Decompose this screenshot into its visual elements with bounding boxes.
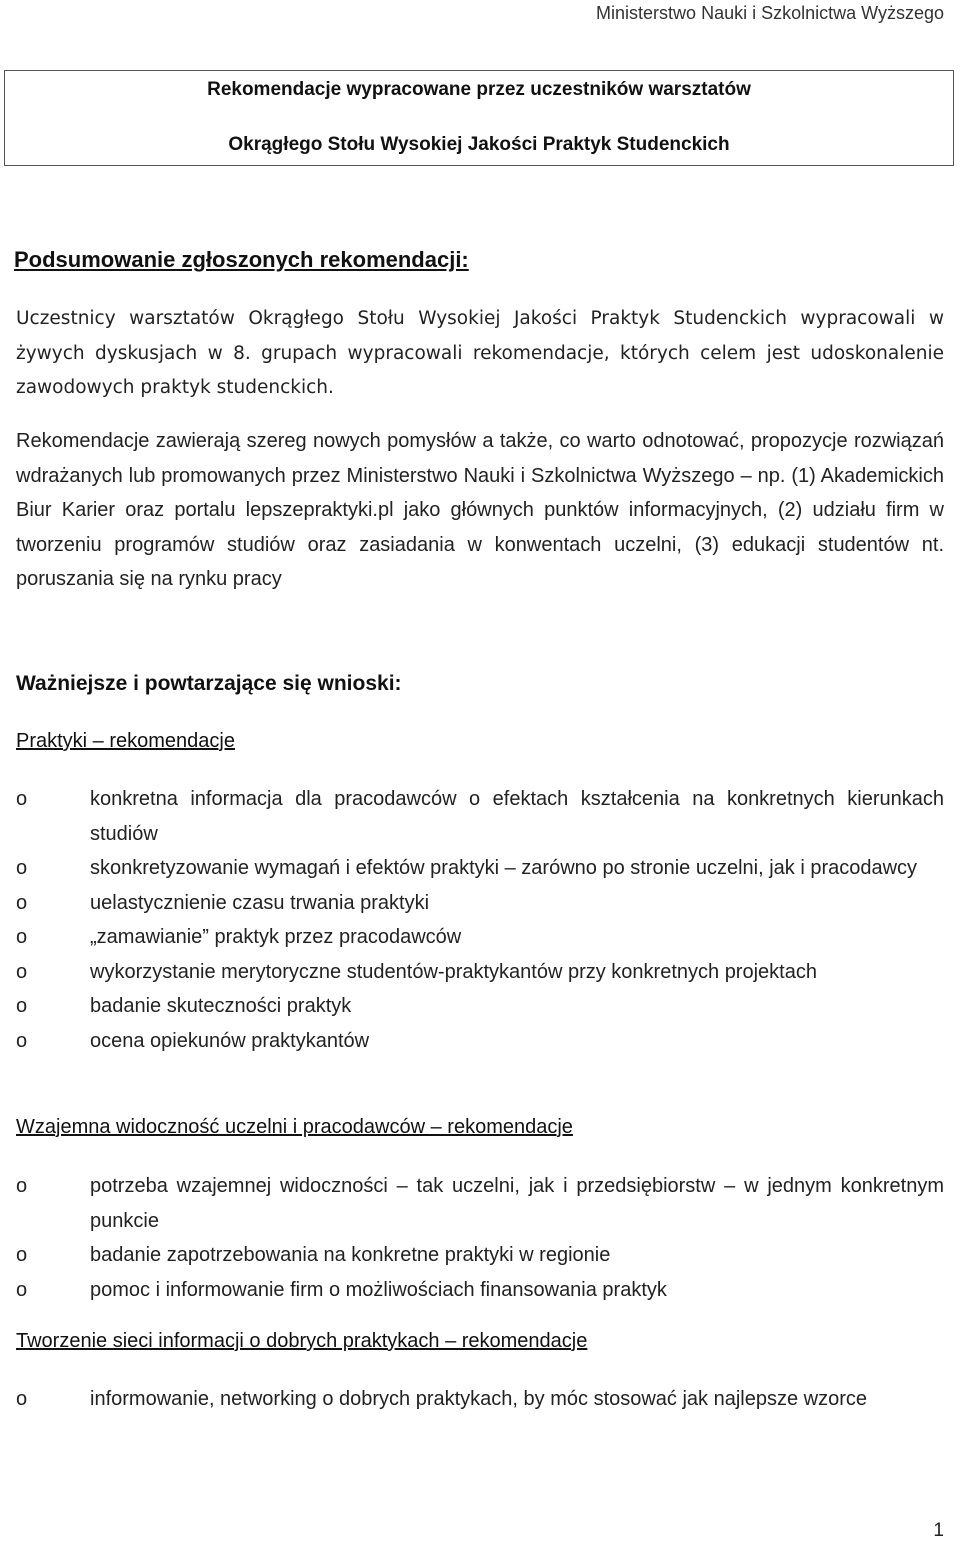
title-line-1: Rekomendacje wypracowane przez uczestników warsztatów	[207, 79, 751, 100]
list-item-text: pomoc i informowanie firm o możliwościach finansowania praktyk	[90, 1278, 667, 1301]
list-item-text: badanie zapotrzebowania na konkretne praktyki w regionie	[90, 1244, 611, 1266]
list-item-text: badanie skuteczności praktyk	[90, 995, 352, 1017]
list-item-text: ocena opiekunów praktykantów	[90, 1029, 370, 1052]
list-item-text: „zamawianie” praktyk przez pracodawców	[90, 926, 462, 948]
title-line-2: Okrągłego Stołu Wysokiej Jakości Praktyk Studenckich	[228, 134, 730, 155]
bullet-icon: o	[16, 926, 28, 948]
bullet-icon: o	[16, 995, 28, 1017]
summary-paragraph-1: Uczestnicy warsztatów Okrągłego Stołu Wysokiej Jakości Praktyk Studenckich wypracowali w żywych dyskusjach w 8. grupach wypracowali rekomendacje, których celem jest udoskonalenie zawodowych praktyk studenckich.	[16, 308, 944, 398]
list-item	[16, 1169, 944, 1238]
list-item-text: uelastycznienie czasu trwania praktyki	[90, 891, 430, 914]
summary-heading: Podsumowanie zgłoszonych rekomendacji:	[14, 247, 469, 272]
list-item	[16, 851, 944, 886]
bullet-icon: o	[16, 1388, 28, 1410]
page-number: 1	[933, 1520, 944, 1541]
list-item	[16, 920, 944, 955]
section-heading-sieci: Tworzenie sieci informacji o dobrych praktykach – rekomendacje	[16, 1330, 588, 1352]
list-item	[16, 1273, 944, 1308]
summary-paragraph-2: Rekomendacje zawierają szereg nowych pomysłów a także, co warto odnotować, propozycje rozwiązań wdrażanych lub promowanych przez Ministerstwo Nauki i Szkolnictwa Wyższego – np. (1) Akademickich Biur Karier oraz portalu lepszepraktyki.pl jako głównych punktów informacyjnych, (2) udziału firm w tworzeniu programów studiów oraz zasiadania w konwentach uczelni, (3) edukacji studentów nt. poruszania się na rynku pracy	[16, 430, 944, 590]
bullet-icon: o	[16, 1029, 28, 1052]
list-praktyki	[16, 782, 944, 1058]
list-item-text: wykorzystanie merytoryczne studentów-praktykantów przy konkretnych projektach	[90, 960, 817, 983]
conclusions-heading: Ważniejsze i powtarzające się wnioski:	[16, 672, 402, 695]
list-item	[16, 1238, 944, 1273]
list-item	[16, 1382, 944, 1417]
bullet-icon: o	[16, 960, 28, 983]
list-sieci	[16, 1382, 944, 1417]
list-item	[16, 1024, 944, 1059]
bullet-icon: o	[16, 857, 28, 879]
list-widocznosc	[16, 1169, 944, 1307]
bullet-icon: o	[16, 1175, 28, 1197]
bullet-icon: o	[16, 891, 28, 914]
list-item	[16, 782, 944, 851]
bullet-icon: o	[16, 1278, 28, 1301]
list-item-text: skonkretyzowanie wymagań i efektów praktyki – zarówno po stronie uczelni, jak i pracodawcy	[90, 857, 918, 879]
bullet-icon: o	[16, 788, 28, 810]
title-box	[4, 70, 954, 166]
list-item-text: konkretna informacja dla pracodawców o efektach kształcenia na konkretnych kierunkach studiów	[90, 788, 944, 845]
bullet-icon: o	[16, 1244, 28, 1266]
list-item	[16, 955, 944, 990]
list-item-text: potrzeba wzajemnej widoczności – tak uczelni, jak i przedsiębiorstw – w jednym konkretnym punkcie	[90, 1175, 944, 1232]
section-heading-praktyki: Praktyki – rekomendacje	[16, 730, 235, 752]
list-item	[16, 886, 944, 921]
header-ministry-name: Ministerstwo Nauki i Szkolnictwa Wyższego	[596, 3, 944, 23]
list-item-text: informowanie, networking o dobrych praktykach, by móc stosować jak najlepsze wzorce	[90, 1388, 868, 1410]
section-heading-widocznosc: Wzajemna widoczność uczelni i pracodawców – rekomendacje	[16, 1116, 573, 1138]
list-item	[16, 989, 944, 1024]
